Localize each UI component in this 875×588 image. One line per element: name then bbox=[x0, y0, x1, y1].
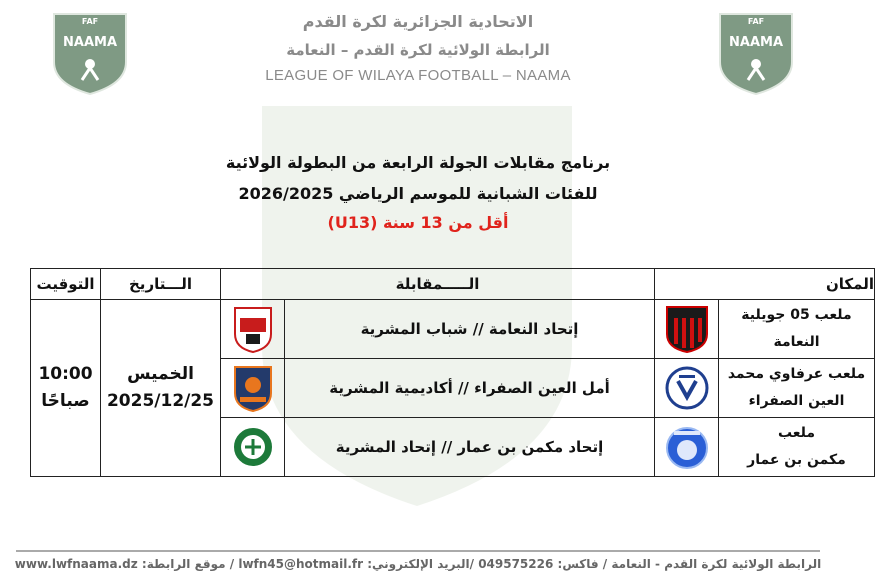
venue-name: ملعب bbox=[777, 425, 816, 441]
venue-name: ملعب 05 جويلية bbox=[741, 307, 852, 323]
schedule-title: برنامج مقابلات الجولة الرابعة من البطولة الولائية bbox=[225, 153, 611, 172]
away-crest-cell bbox=[221, 359, 285, 418]
league-name-ar: الرابطة الولائية لكرة القدم – النعامة bbox=[286, 41, 550, 59]
svg-text:FAF: FAF bbox=[747, 17, 765, 26]
venue-city: العين الصفراء bbox=[748, 393, 845, 409]
match-name: إتحاد النعامة // شباب المشرية bbox=[285, 300, 655, 359]
svg-text:NAAMA: NAAMA bbox=[63, 35, 117, 50]
aas-crest-icon bbox=[664, 363, 710, 413]
schedule-category: أقل من 13 سنة (U13) bbox=[327, 213, 509, 232]
match-time-period: صباحًا bbox=[41, 391, 90, 411]
header-match: الـــــمقابلة bbox=[221, 269, 655, 300]
home-crest-cell bbox=[655, 300, 719, 359]
schedule-season: للفئات الشبانية للموسم الرياضي 2026/2025 bbox=[238, 184, 598, 203]
match-date: 2025/12/25 bbox=[106, 391, 215, 411]
footer-divider bbox=[16, 550, 820, 552]
header-date: الـــتاريخ bbox=[101, 269, 221, 300]
ism-crest-icon bbox=[230, 422, 276, 472]
venue-cell bbox=[719, 418, 875, 477]
academy-crest-icon bbox=[230, 363, 276, 413]
table-header-row bbox=[31, 269, 875, 300]
match-day: الخميس bbox=[127, 364, 194, 384]
irmba-crest-icon bbox=[664, 422, 710, 472]
match-time: 10:00 bbox=[38, 364, 93, 384]
match-date-cell bbox=[101, 300, 221, 477]
usn-crest-icon bbox=[664, 304, 710, 354]
league-name-en: LEAGUE OF WILAYA FOOTBALL – NAAMA bbox=[265, 67, 571, 84]
schedule-table bbox=[30, 268, 875, 477]
venue-city: مكمن بن عمار bbox=[747, 452, 846, 468]
venue-cell bbox=[719, 359, 875, 418]
match-name: إتحاد مكمن بن عمار // إتحاد المشرية bbox=[285, 418, 655, 477]
svg-text:NAAMA: NAAMA bbox=[729, 35, 783, 50]
svg-text:FAF: FAF bbox=[81, 17, 99, 26]
match-name: أمل العين الصفراء // أكاديمية المشرية bbox=[285, 359, 655, 418]
header-place: المكان bbox=[655, 269, 875, 300]
away-crest-cell bbox=[221, 418, 285, 477]
venue-city: النعامة bbox=[773, 334, 820, 350]
federation-name: الاتحادية الجزائرية لكرة القدم bbox=[302, 12, 534, 31]
venue-cell bbox=[719, 300, 875, 359]
scm-crest-icon bbox=[230, 304, 276, 354]
venue-name: ملعب عرفاوي محمد bbox=[727, 366, 866, 382]
match-time-cell bbox=[31, 300, 101, 477]
header-time: التوقيت bbox=[31, 269, 101, 300]
away-crest-cell bbox=[221, 300, 285, 359]
footer-contact: الرابطة الولائية لكرة القدم - النعامة / فاكس: 049575226 /البريد الإلكتروني: lwfn45@hotmail.fr / موقع الرابطة: www.lwfnaama.dz bbox=[14, 557, 822, 571]
home-crest-cell bbox=[655, 418, 719, 477]
home-crest-cell bbox=[655, 359, 719, 418]
table-row bbox=[31, 300, 875, 359]
